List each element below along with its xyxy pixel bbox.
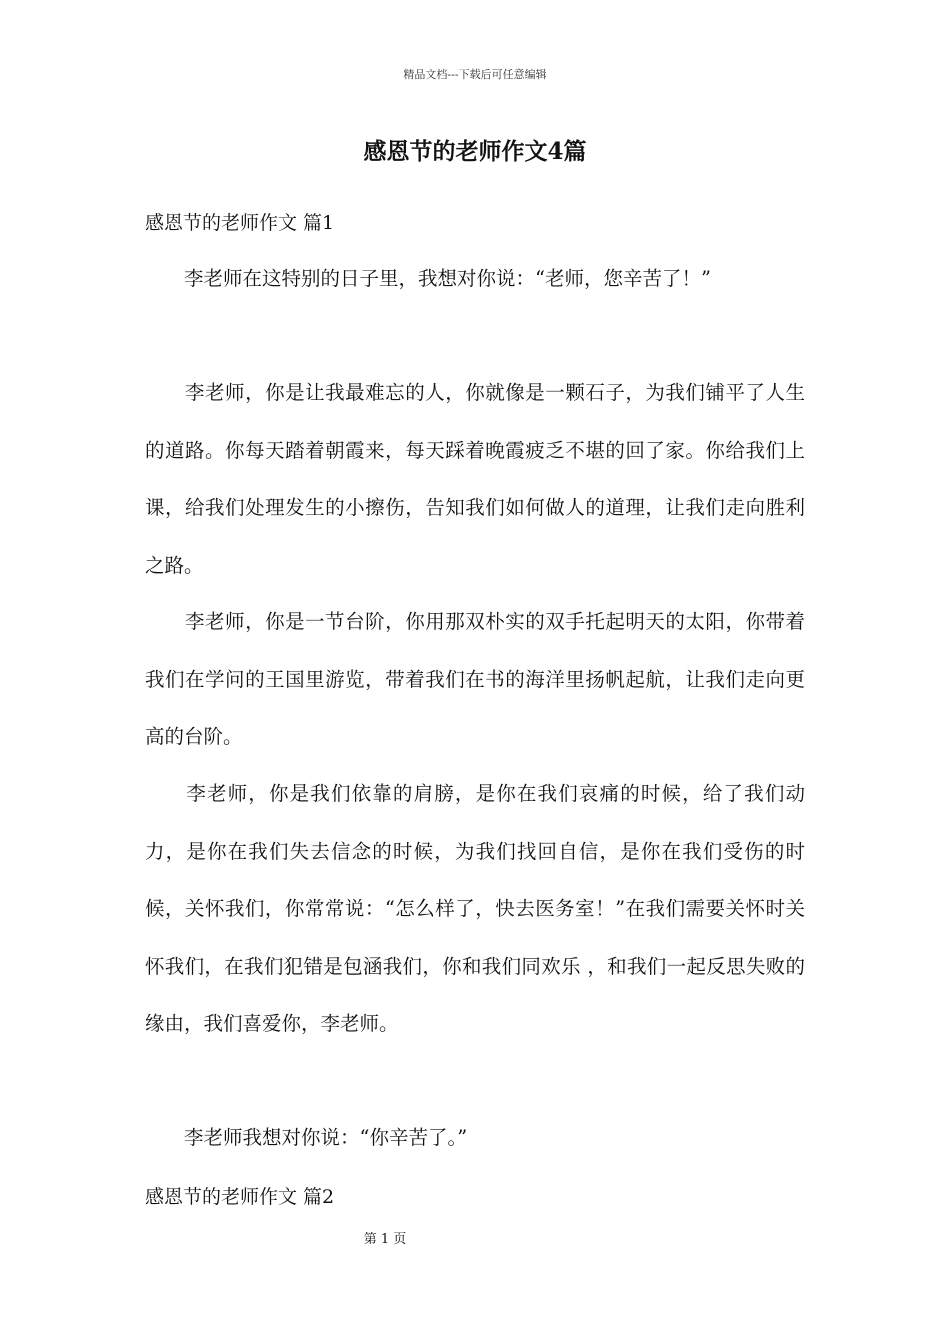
- page-number: 第 1 页: [363, 1232, 407, 1247]
- paragraph-4: 李老师，你是我们依靠的肩膀，是你在我们哀痛的时候，给了我们动力，是你在我们失去信念的时候，为我们找回自信，是你在我们受伤的时候，关怀我们，你常常说：“怎么样了，快去医务室！”在我们需要关怀时关怀我们，在我们犯错是包涵我们，你和我们同欢乐 ，和我们一起反思失败的缘由，我们喜爱你，李老师。: [145, 782, 805, 1035]
- paragraph-2: 李老师，你是让我最难忘的人，你就像是一颗石子，为我们铺平了人生的道路。你每天踏着朝霞来，每天踩着晚霞疲乏不堪的回了家。你给我们上课，给我们处理发生的小擦伤，告知我们如何做人的道理，让我们走向胜利之路。: [145, 381, 805, 577]
- paragraph-1: 李老师在这特别的日子里，我想对你说：“老师，您辛苦了！”: [145, 267, 711, 290]
- paragraph-3: 李老师，你是一节台阶，你用那双朴实的双手托起明天的太阳，你带着我们在学问的王国里游览，带着我们在书的海洋里扬帆起航，让我们走向更高的台阶。: [145, 610, 805, 748]
- section-heading-2: 感恩节的老师作文 篇2: [145, 1186, 335, 1208]
- document-title: 感恩节的老师作文4篇: [363, 138, 587, 165]
- section-heading-1: 感恩节的老师作文 篇1: [145, 212, 335, 234]
- paragraph-5: 李老师我想对你说：“你辛苦了。”: [145, 1126, 468, 1149]
- page-header: 精品文档---下载后可任意编辑: [403, 68, 547, 81]
